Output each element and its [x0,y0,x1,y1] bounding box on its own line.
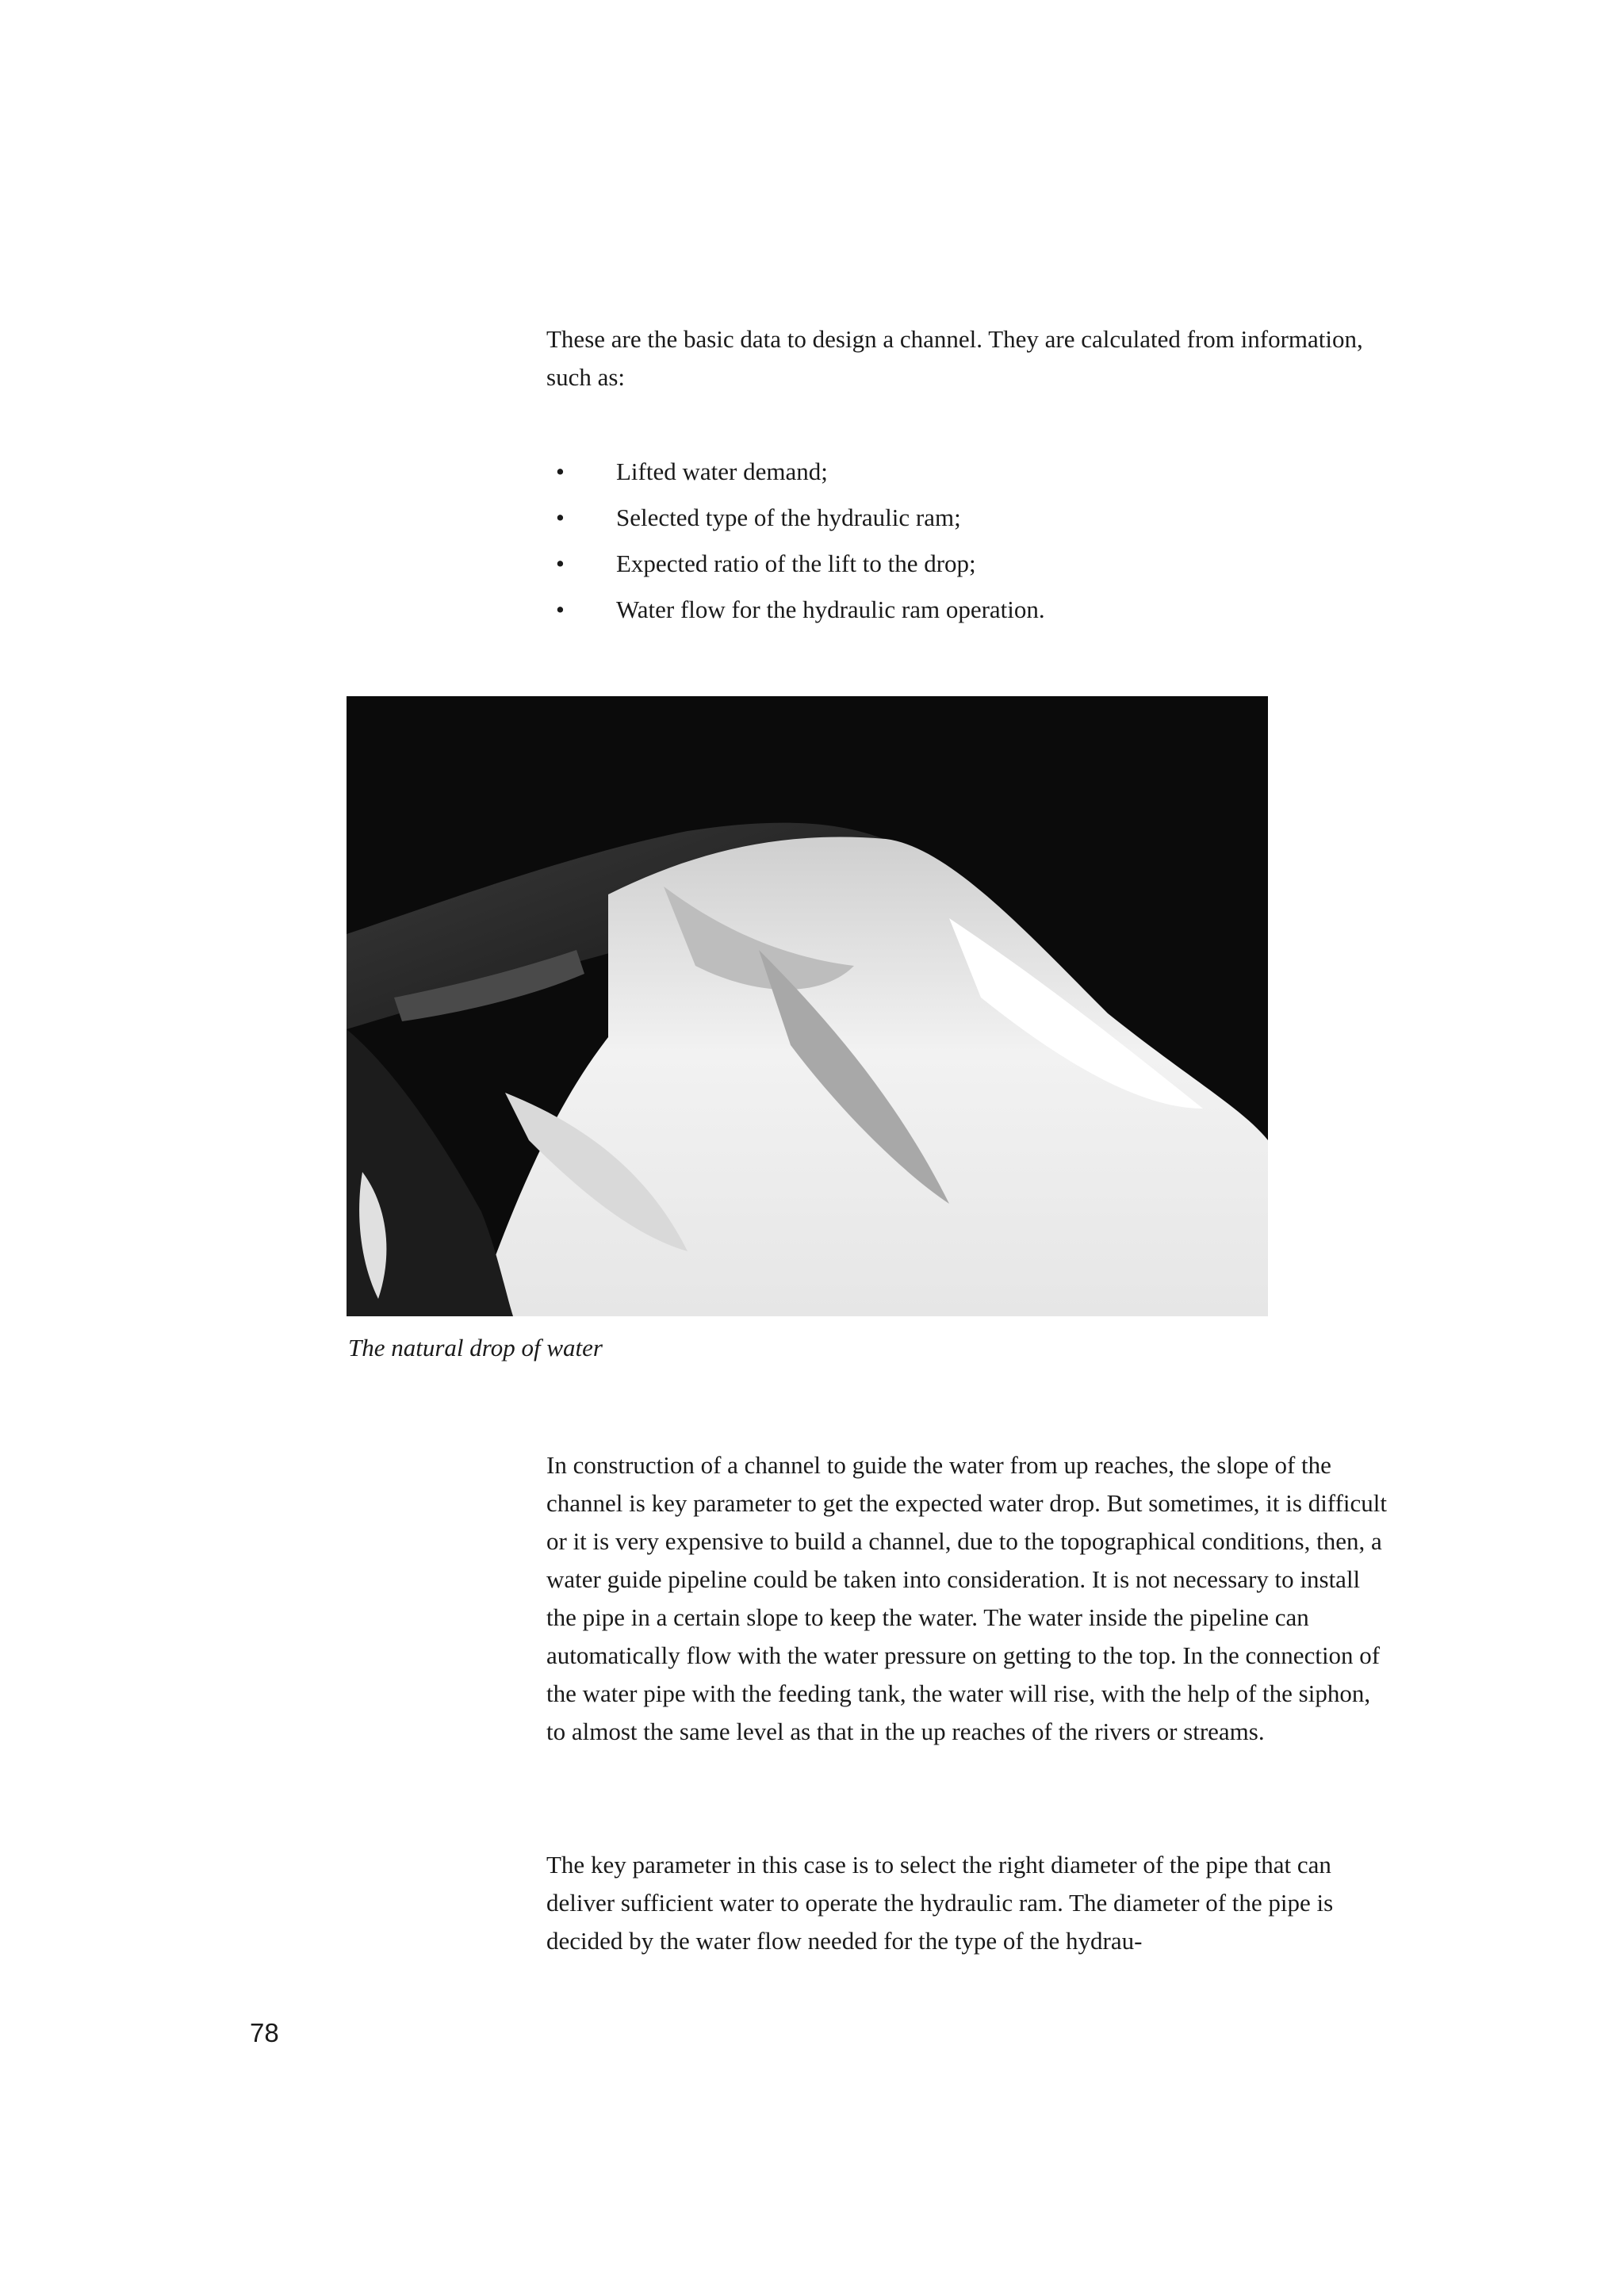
bullet-icon: • [556,458,565,485]
list-item-text: Expected ratio of the lift to the drop; [616,550,976,577]
waterfall-image [347,696,1268,1316]
list-item [546,449,1387,495]
data-bullet-list [546,449,1387,633]
bullet-icon: • [556,596,565,623]
list-item-text: Water flow for the hydraulic ram operation. [616,596,1045,623]
body-paragraph: The key parameter in this case is to select the right diameter of the pipe that can deliver sufficient water to operate the hydraulic ram. The diameter of the pipe is decided by the water flow needed for the type of the hydrau- [546,1851,1334,1955]
bullet-icon: • [556,504,565,531]
list-item [546,541,1387,587]
body-paragraph: In construction of a channel to guide the water from up reaches, the slope of the channel is key parameter to get the expected water drop. But sometimes, it is difficult or it is very expensive to build a channel, due to the topographical conditions, then, a water guide pipeline could be taken into consideration. It is not necessary to install the pipe in a certain slope to keep the water. The water inside the pipeline can automatically flow with the water pressure on getting to the top. In the connection of the water pipe with the feeding tank, the water will rise, with the help of the siphon, to almost the same level as that in the up reaches of the rivers or streams. [546,1451,1387,1745]
list-item-text: Selected type of the hydraulic ram; [616,504,961,531]
list-item [546,587,1387,633]
list-item [546,495,1387,541]
waterfall-photo [347,696,1268,1316]
page-number: 78 [250,2018,279,2047]
intro-paragraph: These are the basic data to design a channel. They are calculated from information, such as: [546,325,1363,391]
list-item-text: Lifted water demand; [616,458,828,485]
figure-caption: The natural drop of water [348,1334,603,1361]
bullet-icon: • [556,550,565,577]
